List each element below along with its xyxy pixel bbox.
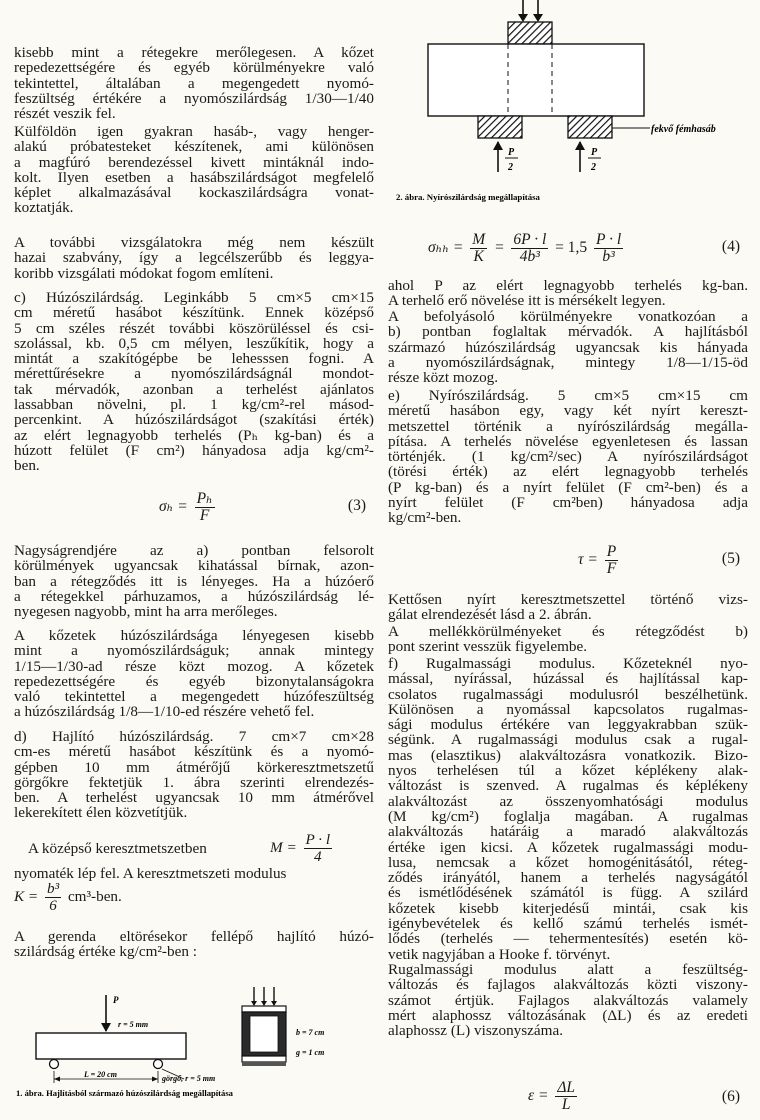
text-line: hazai szabvány, így a legcélszerűbb és leggya- (14, 249, 374, 267)
equation-number: (4) (721, 238, 740, 255)
fig2-p-num-left: P (508, 147, 515, 158)
moment-line (14, 832, 374, 866)
paragraph-section-modulus (14, 866, 374, 881)
paragraph-shear-strength (388, 388, 748, 526)
text-line: ahol P az elért legnagyobb terhelés kg-ban. (388, 277, 748, 294)
text-line: Külföldön igen gyakran hasáb-, vagy henger- (14, 123, 374, 140)
formula-numerator: 6P · l (513, 231, 547, 248)
formula-6 (388, 1078, 748, 1118)
cross-section (242, 987, 286, 1066)
text-line: történjék. (1 kg/cm²/sec) A nyírószilárdságot (388, 448, 748, 466)
text-line: mérettűrésekre a nyomószilárdságnál mondot- (14, 365, 374, 383)
text-line: értéke igen kicsi. A kőzetek rugalmassági modu- (388, 838, 748, 856)
text-line: cm méretű hasábot készítünk. Ennek középső (14, 304, 374, 322)
formula-4 (388, 228, 748, 278)
formula-denominator: 4b³ (519, 248, 540, 265)
figure-1-caption: 1. ábra. Hajlításból származó húzószilárdság megállapítása (16, 1088, 233, 1098)
formula-coefficient: = 1,5 (555, 239, 588, 257)
formula-numerator: P (606, 543, 617, 560)
formula-lhs: K = (14, 887, 39, 905)
paragraph-where-p (388, 278, 748, 309)
text-line: e) Nyírószilárdság. 5 cm×5 cm×15 cm (388, 387, 748, 404)
text-line: metszettel történik a nyírószilárdság megálla- (388, 417, 748, 435)
top-arrow-left-icon (518, 14, 528, 22)
text-line: kőzetek kisebb kiterjedésű mintái, csak kis (388, 899, 748, 917)
formula-denominator: 6 (49, 897, 57, 914)
text-line: f) Rugalmassági modulus. Kőzeteknél nyo- (388, 655, 748, 672)
text-line: A kőzetek húzószilárdsága lényegesen kisebb (14, 627, 374, 644)
formula-equals: = (494, 239, 505, 257)
text-line: változás és fajlagos alakváltozás közti viszony- (388, 976, 748, 994)
text-line: tekintettel, általában a megengedett nyomó- (14, 74, 374, 92)
text-line: 5 cm széles részét további köszörüléssel és csi- (14, 319, 374, 337)
text-line: képlet alkalmazásával kockaszilárdságra vonat- (14, 184, 374, 202)
text-line: nyírt felület (F cm²ben) hányadosa adja (388, 494, 748, 512)
formula-unit: cm³-ben. (67, 887, 122, 905)
bottom-arrow-right-icon (575, 141, 585, 150)
fig1-r-top: r = 5 mm (118, 1020, 149, 1029)
text-line: Kettősen nyírt keresztmetszettel történő vizs- (388, 591, 748, 608)
equation-number: (6) (721, 1088, 740, 1105)
fig1-g-label: g = 1 cm (296, 1048, 325, 1057)
figure-1-bending-test (14, 975, 374, 1100)
paragraph-prism-specimens (14, 124, 374, 216)
text-line: alakváltozást az összenyomhatósági modulus (388, 792, 748, 810)
text-line: igénybevételek és kellő számú terhelés ismét- (388, 915, 748, 933)
moment-text: A középső keresztmetszetben (28, 840, 207, 857)
text-line: pont szerint vesszük figyelembe. (388, 638, 588, 656)
text-line: Nagyságrendjére az a) pontban felsorolt (14, 542, 374, 559)
text-line: származó húzószilárdság ugyancsak kis hányada (388, 338, 748, 356)
formula-denominator: 4 (314, 848, 322, 865)
formula-numerator: M (472, 231, 486, 248)
text-line: változást is szenved. A rugalmas és képlékeny (388, 777, 748, 795)
paragraph-influencing (388, 309, 748, 385)
text-line: repedezettségére és egyéb bizonytalanságokra (14, 672, 374, 690)
text-line: nyos terhelésen túl a kőzet képlékeny alak- (388, 762, 748, 780)
text-line: ségünk. A rugalmassági modulus csak a rugal- (388, 731, 748, 749)
text-line: Különösen a nyomással kapcsolatos rugalmas- (388, 700, 748, 718)
fig2-p-den-right: 2 (591, 162, 596, 173)
text-line: szolással, kb. 0,5 cm mélyen, leszűkítik, hogy a (14, 334, 374, 352)
formula-denominator: K (473, 248, 484, 265)
formula-numerator: Pₕ (196, 490, 213, 507)
formula-K (14, 881, 374, 917)
text-line: körülmények ugyancsak kihatással bírnak, azon- (14, 557, 374, 575)
text-line: gépben 10 mm átmérőjű körkeresztmetszetű (14, 758, 374, 776)
text-line: mas (elasztikus) alakváltozásra vonatkozik. Bizo- (388, 746, 748, 764)
shear-specimen (428, 44, 644, 116)
text-line: (törési érték) az elért legnagyobb terhelés (388, 463, 748, 481)
text-line: kisebb mint a rétegekre merőlegesen. A kőzet (14, 44, 374, 61)
paragraph-modulus-definition (388, 962, 748, 1038)
text-line: feszültség értékére a nyomószilárdság 1/30—1/40 (14, 89, 374, 107)
text-line: A terhelő erő növelése itt is mérsékelt legyen. (388, 292, 666, 310)
formula-3 (14, 487, 374, 527)
text-line: tak mérvadók, azonban a terhelést ajánlatos (14, 380, 374, 398)
text-line: lassabban növelni, pl. 1 kg/cm²-rel másod- (14, 396, 374, 414)
text-line: A befolyásoló körülményekre vonatkozóan a (388, 308, 748, 325)
formula-denominator: F (606, 560, 617, 577)
fig2-bar-label: fekvő fémhasáb (651, 124, 716, 135)
modulus-text: nyomaték lép fel. A keresztmetszeti modulus (14, 865, 287, 882)
formula-denominator: b³ (602, 248, 615, 265)
text-line: 1/15—1/30-ad része közt mozog. A kőzetek (14, 657, 374, 675)
text-line: ben. A terhelést ugyancsak 10 mm átmérővel (14, 789, 374, 807)
equation-number: (5) (721, 550, 740, 567)
paragraph-double-shear (388, 592, 748, 623)
text-line: pítása. A terhelés növelése egyenletesen és lassan (388, 432, 748, 450)
fig1-length-label: L = 20 cm (84, 1070, 117, 1079)
text-line: gálat elrendezését lásd a 2. ábrán. (388, 606, 592, 624)
formula-lhs: M = (270, 838, 297, 856)
text-line: c) Húzószilárdság. Leginkább 5 cm×5 cm×15 (14, 289, 374, 306)
text-line: ben. (14, 457, 40, 475)
figure-2-caption: 2. ábra. Nyírószilárdság megállapítása (396, 192, 540, 202)
paragraph-tensile-vs-compressive (14, 628, 374, 720)
load-arrow-icon (101, 1023, 111, 1032)
formula-lhs: σₕₕ = (428, 239, 464, 257)
text-line: ződés irányától, hanem a terhelés nagyságától (388, 869, 748, 887)
text-line: méretű hasábon egy, vagy két nyírt kereszt- (388, 402, 748, 420)
text-line: az elért legnagyobb terhelés (Pₕ kg-ban) és a (14, 426, 374, 444)
text-line: koribb vizsgálati módokat fogom említeni. (14, 264, 274, 282)
text-line: része közt mozog. (388, 369, 499, 387)
fig1-p-label: P (113, 995, 119, 1005)
text-line: kg/cm²-ben. (388, 509, 462, 527)
fig2-p-den-left: 2 (508, 162, 513, 173)
figure-2-shear-test (388, 0, 758, 205)
text-line: (M kg/cm²) foglalja magában. A rugalmas (388, 807, 748, 825)
text-line: csolatos rugalmassági modulusról beszélhetünk. (388, 685, 748, 703)
text-line: számot értjük. Fajlagos alakváltozás valamely (388, 991, 748, 1009)
text-line: percenkint. A húzószilárdságot (szakítási érték) (14, 411, 374, 429)
text-line: alakú próbatesteket készítenek, ami különösen (14, 138, 374, 156)
text-line: vetik nagyjában a Hooke f. törvényt. (388, 945, 611, 963)
fig1-b-label: b = 7 cm (296, 1028, 325, 1037)
text-line: való tekintettel a megengedett húzófeszültség (14, 688, 374, 706)
text-line: görgőkre fektetjük 1. ábra szerinti elrendezés- (14, 773, 374, 791)
paragraph-allowable-stress (14, 45, 374, 121)
text-line: szilárdság értéke kg/cm²-ben : (14, 943, 197, 961)
formula-numerator: P · l (596, 231, 622, 248)
formula-numerator: b³ (46, 880, 60, 897)
text-line: a nyomószilárdságnak, mintegy 1/8—1/15-öd (388, 353, 748, 371)
paragraph-further-tests (14, 235, 374, 281)
text-line: lusa, nemcsak a kőzet homogénitásától, réteg- (388, 853, 748, 871)
text-line: húzott felület (F cm²) hányadosa adja kg/cm²- (14, 441, 374, 459)
text-line: b) pontban foglaltak mérvadók. A hajlításból (388, 323, 748, 341)
text-line: részét veszik fel. (14, 105, 116, 123)
paragraph-bending-strength (14, 729, 374, 821)
top-arrow-right-icon (533, 14, 543, 22)
paragraph-elastic-modulus (388, 656, 748, 962)
formula-5 (388, 540, 748, 580)
paragraph-side-conditions (388, 624, 748, 655)
formula-denominator: L (561, 1096, 571, 1113)
roller-left-icon (50, 1060, 59, 1069)
text-line: kolt. Ilyen esetben a hasábszilárdságot megfelelő (14, 168, 374, 186)
text-line: Rugalmassági modulus alatt a feszültség- (388, 961, 748, 978)
formula-lhs: τ = (578, 551, 598, 569)
formula-numerator: P · l (305, 831, 331, 848)
text-line: alaphossz (L) viszonyszáma. (388, 1022, 564, 1040)
text-line: d) Hajlító húzószilárdság. 7 cm×7 cm×28 (14, 728, 374, 745)
text-line: mért alaphossz változásának (ΔL) és az eredeti (388, 1006, 748, 1024)
formula-lhs: σₕ = (159, 498, 188, 516)
text-line: (P kg-ban) és a nyírt felület (F cm²-ben) és a (388, 478, 748, 496)
text-line: cm-es méretű hasábot készítünk és a nyomó- (14, 743, 374, 761)
text-line: A további vizsgálatokra még nem készült (14, 234, 374, 251)
text-line: sági modulus értékére van leggyakrabban szük- (388, 716, 748, 734)
roller-right-icon (154, 1060, 163, 1069)
text-line: ban a rétegződés itt is lényeges. Ha a húzóerő (14, 572, 374, 590)
text-line: A mellékkörülményeket és rétegződést b) (388, 623, 748, 640)
text-line: mással, nyírással, húzással és hajlítással kap- (388, 670, 748, 688)
fig1-roller-label: görgő, r = 5 mm (162, 1074, 216, 1083)
text-line: A gerenda eltörésekor fellépő hajlító húzó- (14, 928, 374, 945)
text-line: mintát a szakítógépbe be lehesssen fogni. A (14, 350, 374, 368)
text-line: a magfúró berendezéssel kivett mintáknál indo- (14, 153, 374, 171)
text-line: koztatják. (14, 199, 74, 217)
text-line: nyegesen nagyobb, mint ha arra merőleges. (14, 603, 278, 621)
text-line: mint a nyomószilárdságuk; annak mintegy (14, 642, 374, 660)
equation-number: (3) (347, 497, 366, 514)
text-line: és ismétlődésének számától is függ. A szilárd (388, 884, 748, 902)
formula-numerator: ΔL (557, 1079, 576, 1096)
fig2-p-num-right: P (591, 147, 598, 158)
paragraph-beam-break (14, 928, 374, 959)
text-line: repedezettségére és egyéb körülményekre való (14, 59, 374, 77)
formula-lhs: ε = (528, 1087, 549, 1105)
text-line: a rétegekkel párhuzamos, a húzószilárdság lé- (14, 587, 374, 605)
formula-denominator: F (199, 507, 210, 524)
text-line: alakváltozás határáig a maradó alakváltozás (388, 823, 748, 841)
text-line: a húzószilárdság 1/8—1/10-ed részére vehető fel. (14, 703, 315, 721)
beam (36, 1033, 186, 1059)
text-line: lekerekített élen közvetítjük. (14, 804, 188, 822)
text-line: lődés (terhelés — tehermentesítés) esetén kö- (388, 930, 748, 948)
paragraph-tensile-strength (14, 290, 374, 474)
paragraph-magnitude (14, 543, 374, 619)
bottom-arrow-left-icon (493, 141, 503, 150)
